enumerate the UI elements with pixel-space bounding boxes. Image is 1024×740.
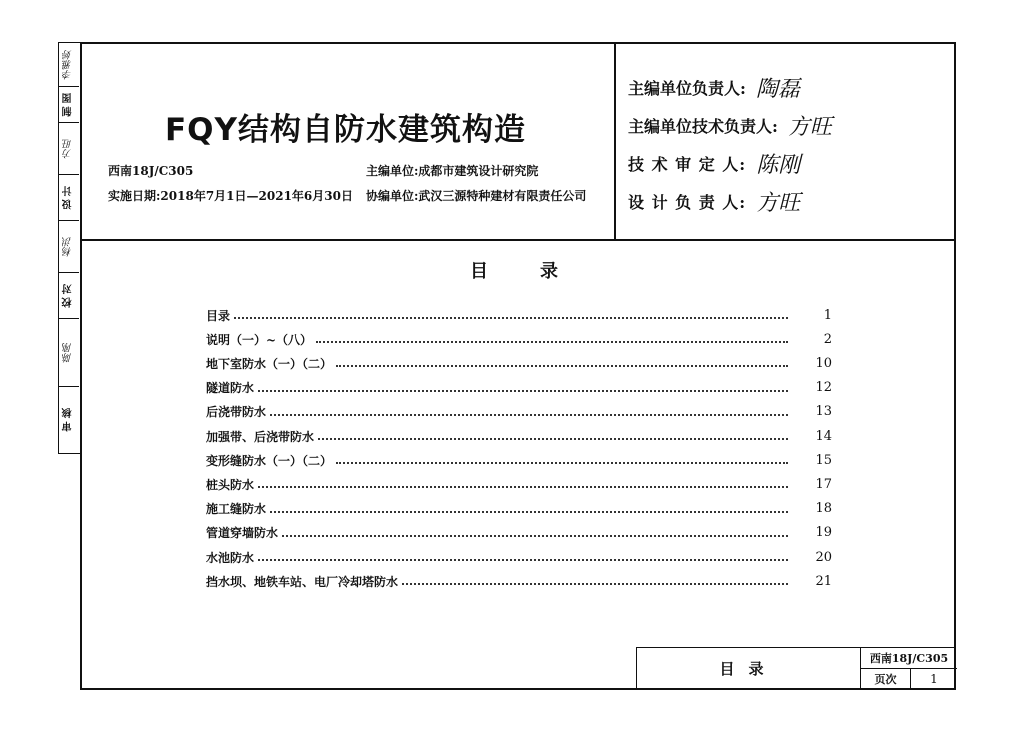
toc-leader-dots — [270, 414, 788, 416]
atlas-title: FQY结构自防水建筑构造 — [165, 112, 526, 148]
toc-entry — [206, 474, 832, 494]
toc-leader-dots — [234, 317, 788, 319]
toc-leader-dots — [258, 486, 788, 488]
role-signature: 方旺 — [756, 190, 801, 216]
toc-leader-dots — [402, 583, 788, 585]
strip-sign-cell — [59, 319, 79, 387]
role-row — [628, 150, 948, 176]
strip-role-label: 校 对 — [63, 283, 74, 308]
toc-entry — [206, 329, 832, 349]
toc-entry-label: 水池防水 — [206, 550, 255, 565]
role-label: 主编单位负责人: — [628, 78, 746, 98]
role-label: 设 计 负 责 人: — [628, 192, 747, 212]
toc-entry — [206, 523, 832, 543]
toc-entry — [206, 402, 832, 422]
title-block — [636, 647, 956, 690]
strip-role-cell — [59, 87, 79, 123]
toc-entry-page: 15 — [815, 452, 832, 468]
role-signature: 陈刚 — [756, 152, 801, 178]
toc-entry-page: 2 — [823, 331, 832, 347]
directory-title: 目录 — [470, 261, 610, 282]
signature-strip — [58, 42, 80, 454]
strip-role-label: 设 计 — [63, 185, 74, 210]
toc-leader-dots — [316, 341, 788, 343]
role-label: 主编单位技术负责人: — [628, 116, 778, 136]
header-vertical-divider — [614, 42, 616, 240]
header-divider — [80, 239, 956, 241]
toc-entry-page: 10 — [815, 355, 832, 371]
toc-entry-label: 后浇带防水 — [206, 405, 267, 420]
strip-role-cell — [59, 175, 79, 221]
toc-leader-dots — [336, 462, 788, 464]
toc-leader-dots — [258, 559, 788, 561]
toc-entry — [206, 305, 832, 325]
toc-entry-page: 1 — [823, 307, 832, 323]
toc-entry-label: 目录 — [206, 308, 231, 323]
toc-entry-label: 地下室防水（一）（二） — [206, 356, 333, 371]
strip-role-label: 制 图 — [63, 92, 74, 117]
toc-entry — [206, 378, 832, 398]
toc-leader-dots — [336, 365, 788, 367]
role-row — [628, 112, 948, 138]
toc-entry-label: 加强带、后浇带防水 — [206, 429, 315, 444]
toc-entry-label: 施工缝防水 — [206, 502, 267, 517]
strip-signature: 杨洪 — [63, 236, 74, 257]
toc-entry-page: 14 — [815, 428, 832, 444]
title-block-page-label: 页次 — [861, 669, 911, 689]
role-row — [628, 74, 948, 100]
role-row — [628, 188, 948, 214]
toc-entry — [206, 547, 832, 567]
strip-signature: 陈刚 — [63, 342, 74, 363]
strip-sign-cell — [59, 123, 79, 175]
toc-entry — [206, 450, 832, 470]
strip-sign-cell — [59, 43, 79, 87]
toc-entry-page: 17 — [815, 476, 832, 492]
toc-entry-label: 隧道防水 — [206, 381, 255, 396]
effective-date: 实施日期:2018年7月1日—2021年6月30日 — [108, 189, 353, 203]
toc-entry-page: 19 — [815, 525, 832, 541]
toc-leader-dots — [270, 511, 788, 513]
strip-role-cell — [59, 273, 79, 319]
toc-entry-label: 说明（一）~（八） — [206, 332, 313, 347]
toc-entry — [206, 426, 832, 446]
toc-entry-label: 变形缝防水（一）（二） — [206, 453, 333, 468]
toc-leader-dots — [258, 390, 788, 392]
co-unit: 协编单位:武汉三源特种建材有限责任公司 — [366, 189, 587, 203]
strip-signature: 李雅婷 — [63, 49, 74, 80]
toc-entry-label: 桩头防水 — [206, 477, 255, 492]
toc-entry — [206, 571, 832, 591]
toc-entry-label: 挡水坝、地铁车站、电厂冷却塔防水 — [206, 574, 399, 589]
toc-entry-page: 20 — [815, 549, 832, 565]
role-signature: 方旺 — [787, 114, 832, 140]
strip-signature: 方旺 — [63, 138, 74, 159]
toc-entry-page: 21 — [815, 573, 832, 589]
title-block-name: 目录 — [637, 648, 861, 689]
toc-leader-dots — [318, 438, 788, 440]
toc-entry — [206, 353, 832, 373]
atlas-code: 西南18J/C305 — [108, 164, 194, 178]
toc-leader-dots — [282, 535, 788, 537]
strip-role-cell — [59, 387, 79, 453]
title-block-page-number: 1 — [930, 672, 938, 686]
toc-entry-page: 13 — [815, 404, 832, 420]
toc-entry-page: 18 — [815, 501, 832, 517]
role-signature: 陶磊 — [755, 76, 800, 102]
strip-role-label: 审 核 — [63, 408, 74, 432]
title-block-code: 西南18J/C305 — [861, 648, 957, 669]
toc-entry-page: 12 — [815, 380, 832, 396]
toc-entry — [206, 499, 832, 519]
toc-entry-label: 管道穿墙防水 — [206, 526, 279, 541]
chief-unit: 主编单位:成都市建筑设计研究院 — [366, 164, 539, 178]
role-label: 技 术 审 定 人: — [628, 154, 747, 174]
strip-sign-cell — [59, 221, 79, 273]
